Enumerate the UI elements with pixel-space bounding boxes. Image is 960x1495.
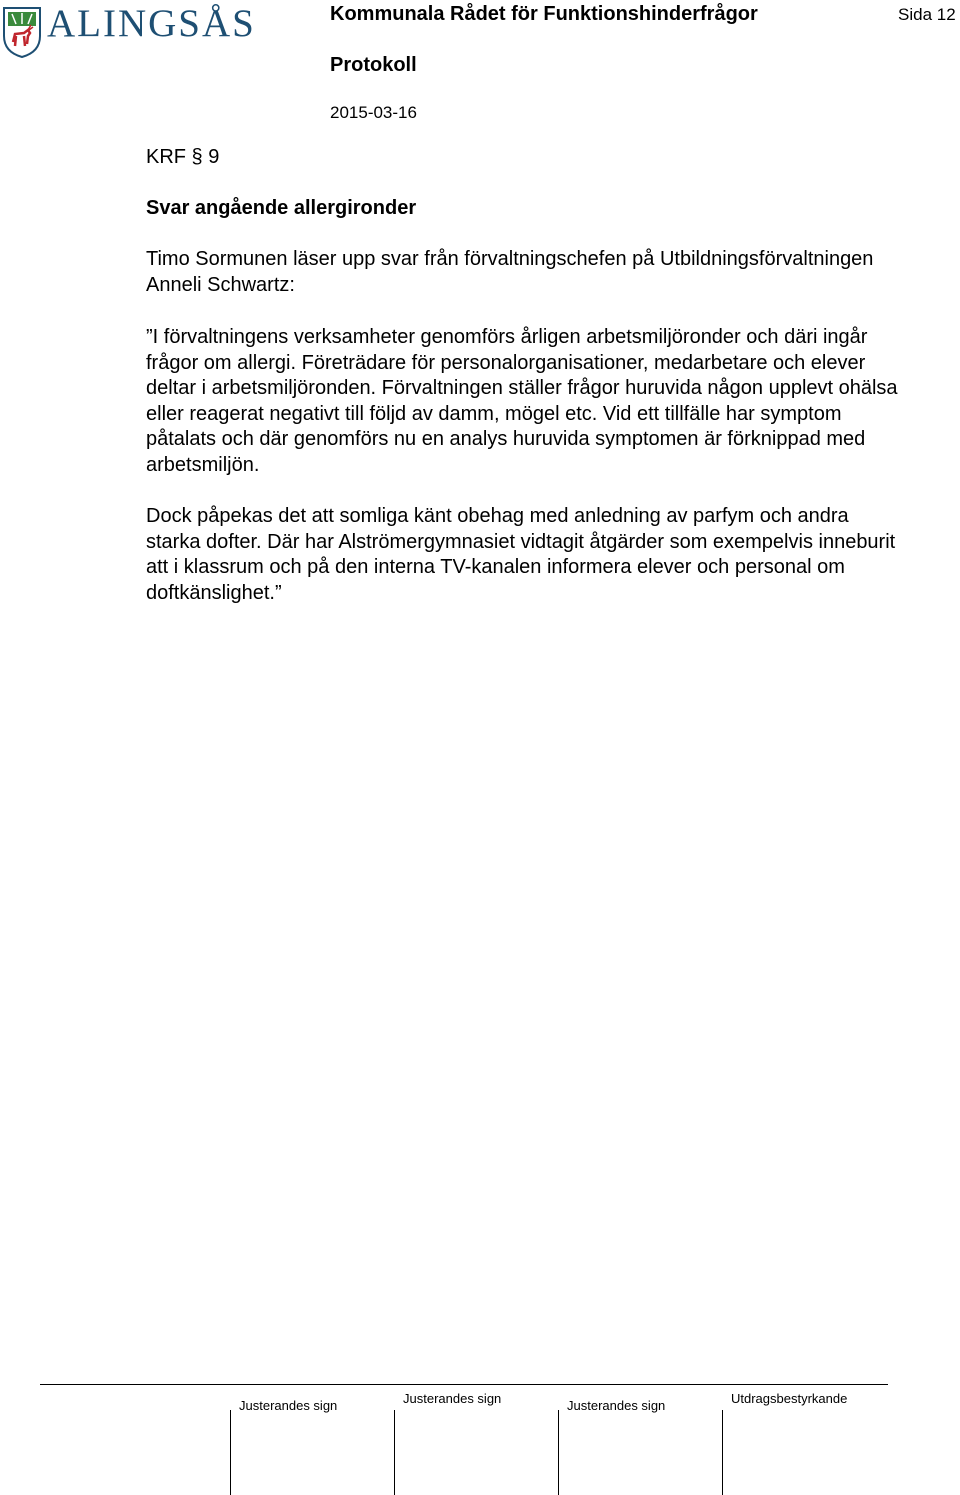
- municipality-logo-wordmark: ALINGSÅS: [47, 2, 256, 45]
- signature-box-line-1: [230, 1410, 231, 1495]
- signature-box-line-2: [394, 1410, 395, 1495]
- signature-box-line-3: [558, 1410, 559, 1495]
- paragraph-quote-2: Dock påpekas det att somliga känt obehag med anledning av parfym och andra starka dofter. Där har Alströmergymnasiet vidtagit åtgärder som exempelvis inneburit att i klassrum och på den interna TV-kanalen informera elever och personal om doftkänslighet.”: [146, 505, 896, 604]
- footer-divider: [40, 1384, 888, 1385]
- document-type: Protokoll: [330, 54, 417, 76]
- organization-title: Kommunala Rådet för Funktionshinderfrågor: [330, 3, 758, 25]
- document-date: 2015-03-16: [330, 103, 417, 122]
- municipal-shield-icon: [2, 6, 42, 58]
- signature-box-line-4: [722, 1410, 723, 1495]
- paragraph-quote-1: ”I förvaltningens verksamheter genomförs årligen arbetsmiljöronder och däri ingår frågor om allergi. Företrädare för personalorganisationer, medarbetare och elever deltar i arbetsmiljöronden. Förvaltningen ställer frågor huruvida någon upplevt ohälsa eller reagerat negativt till följd av damm, mögel etc. Vid ett tillfälle har symptom påtalats och där genomförs nu en analys huruvida symptomen är förknippad med arbetsmiljön.: [146, 326, 898, 476]
- page-number: Sida 12: [898, 5, 956, 24]
- section-title: Svar angående allergironder: [146, 197, 417, 219]
- section-number: KRF § 9: [146, 146, 220, 168]
- extract-certification-label: Utdragsbestyrkande: [731, 1391, 848, 1406]
- signature-label-3: Justerandes sign: [567, 1398, 666, 1413]
- signature-label-2: Justerandes sign: [403, 1391, 502, 1406]
- signature-label-1: Justerandes sign: [239, 1398, 338, 1413]
- paragraph-intro: Timo Sormunen läser upp svar från förvaltningschefen på Utbildningsförvaltningen Anneli Schwartz:: [146, 248, 874, 296]
